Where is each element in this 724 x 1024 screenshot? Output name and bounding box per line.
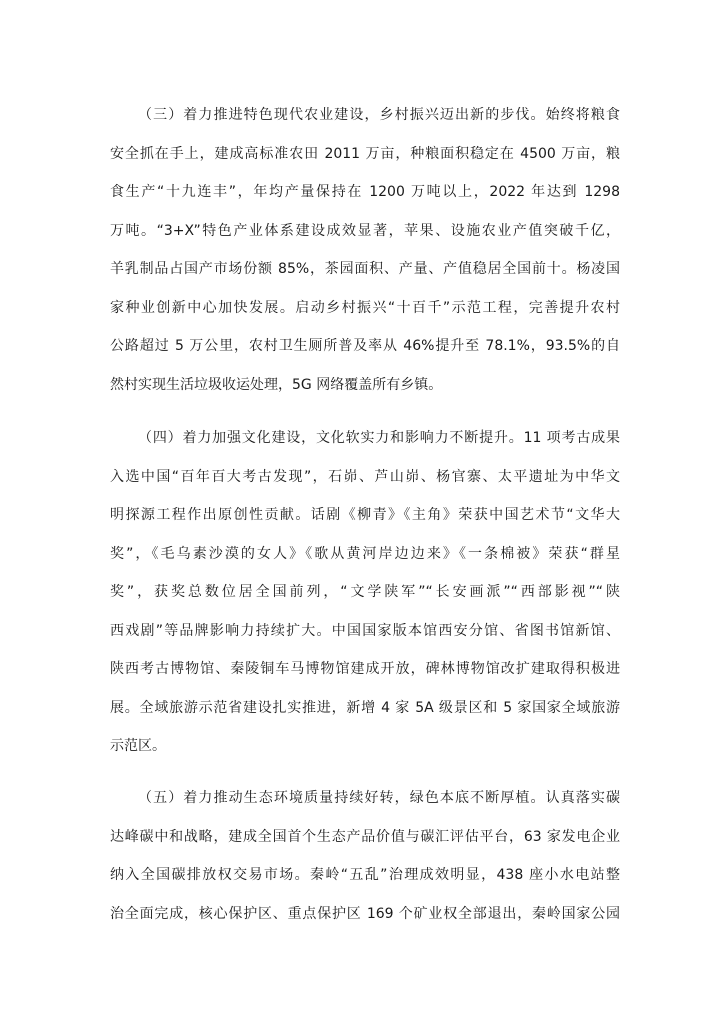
paragraph-agriculture [110,96,620,404]
text-line: （三）着力推进特色现代农业建设，乡村振兴迈出新的步伐。始终将粮食 [138,107,620,123]
paragraph-culture [110,419,620,766]
text-line: 示范区。 [110,738,166,754]
text-line: 陕西考古博物馆、秦陵铜车马博物馆建成开放，碑林博物馆改扩建取得积极进 [110,661,620,677]
text-line: 明探源工程作出原创性贡献。话剧《柳青》《主角》荣获中国艺术节“文华大 [110,507,620,523]
text-line: 万吨。“3+X”特色产业体系建设成效显著，苹果、设施农业产值突破千亿， [110,222,620,239]
text-line: （五）着力推动生态环境质量持续好转，绿色本底不断厚植。认真落实碳 [138,790,620,806]
paragraph-ecology [110,779,620,933]
text-line: 然村实现生活垃圾收运处理，5G 网络覆盖所有乡镇。 [110,376,443,393]
text-line: 入选中国“百年百大考古发现”，石峁、芦山峁、杨官寨、太平遗址为中华文 [110,468,620,485]
text-line: （四）着力加强文化建设，文化软实力和影响力不断提升。11 项考古成果 [138,430,620,446]
text-line: 家种业创新中心加快发展。启动乡村振兴“十百千”示范工程，完善提升农村 [110,299,620,316]
text-line: 达峰碳中和战略，建成全国首个生态产品价值与碳汇评估平台，63 家发电企业 [110,828,620,845]
text-line: 西戏剧”等品牌影响力持续扩大。中国国家版本馆西安分馆、省图书馆新馆、 [110,622,620,639]
text-line: 治全面完成，核心保护区、重点保护区 169 个矿业权全部退出，秦岭国家公园 [110,905,620,922]
text-line: 奖”，《毛乌素沙漠的女人》《歌从黄河岸边边来》《一条棉被》荣获“群星 [110,545,620,562]
text-line: 羊乳制品占国产市场份额 85%，茶园面积、产量、产值稳居全国前十。杨凌国 [110,261,620,277]
text-line: 奖”，获奖总数位居全国前列，“文学陕军”“长安画派”“西部影视”“陕 [110,584,620,600]
text-line: 纳入全国碳排放权交易市场。秦岭“五乱”治理成效明显，438 座小水电站整 [110,867,620,883]
text-line: 公路超过 5 万公里，农村卫生厕所普及率从 46%提升至 78.1%，93.5%的自 [110,338,620,354]
text-line: 展。全域旅游示范省建设扎实推进，新增 4 家 5A 级景区和 5 家国家全域旅游 [110,699,620,716]
text-line: 食生产“十九连丰”，年均产量保持在 1200 万吨以上，2022 年达到 1298 [110,184,620,200]
text-line: 安全抓在手上，建成高标准农田 2011 万亩，种粮面积稳定在 4500 万亩，粮 [110,145,620,162]
